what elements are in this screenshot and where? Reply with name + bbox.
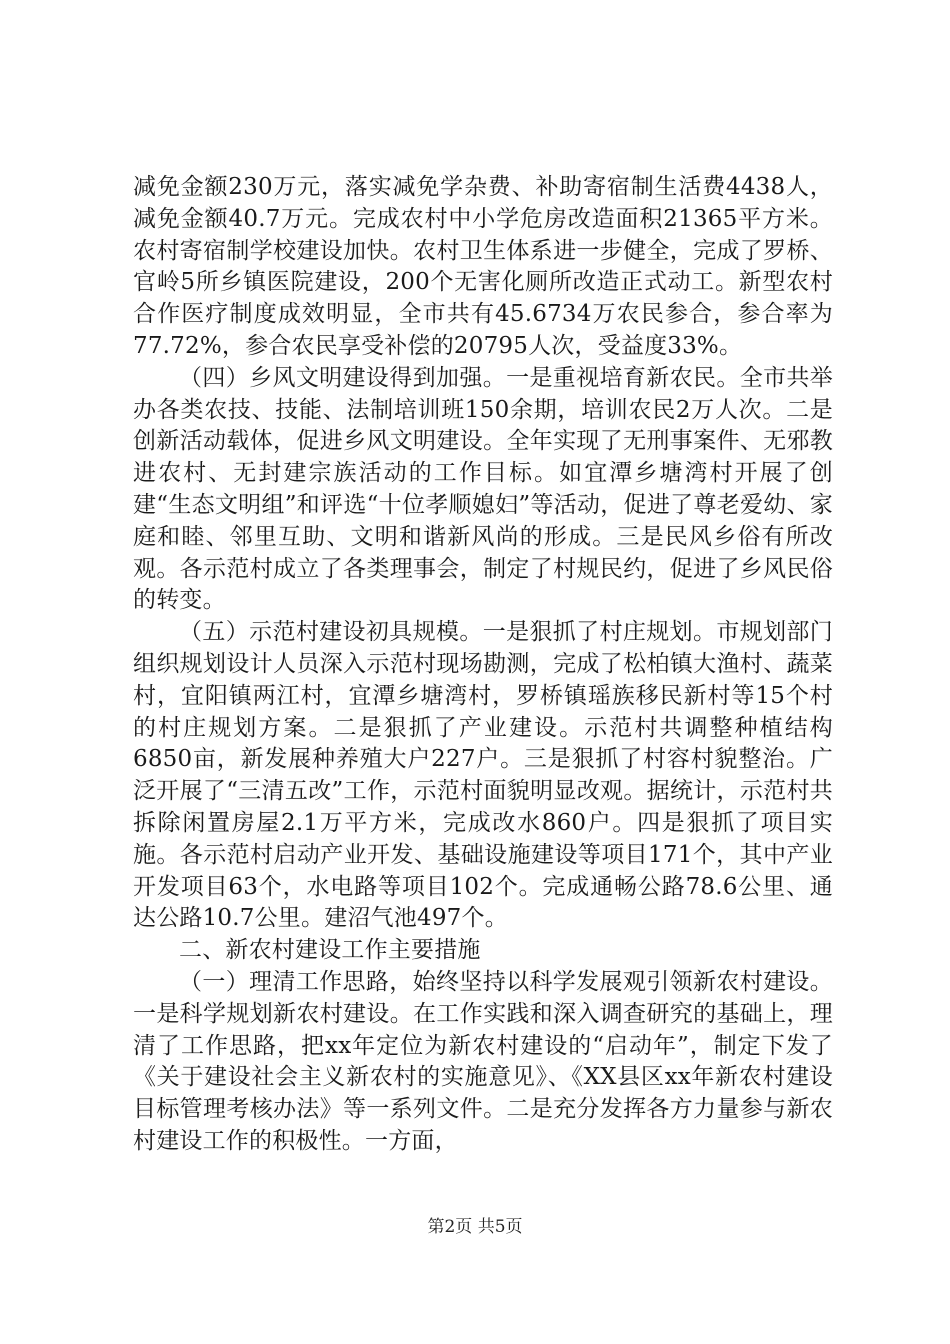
document-body bbox=[133, 172, 833, 1158]
paragraph-continued: 减免金额230万元，落实减免学杂费、补助寄宿制生活费4438人，减免金额40.7万元。完成农村中小学危房改造面积21365平方米。农村寄宿制学校建设加快。农村卫生体系进一步健全，完成了罗桥、官岭5所乡镇医院建设，200个无害化厕所改造正式动工。新型农村合作医疗制度成效明显，全市共有45.6734万农民参合，参合率为77.72%，参合农民享受补偿的20795人次，受益度33%。 bbox=[133, 174, 833, 359]
paragraph-measures-one: （一）理清工作思路，始终坚持以科学发展观引领新农村建设。一是科学规划新农村建设。在工作实践和深入调查研究的基础上，理清了工作思路，把xx年定位为新农村建设的“启动年”，制定下发了《关于建设社会主义新农村的实施意见》、《XX县区xx年新农村建设目标管理考核办法》等一系列文件。二是充分发挥各方力量参与新农村建设工作的积极性。一方面， bbox=[133, 968, 833, 1154]
paragraph-section-five: （五）示范村建设初具规模。一是狠抓了村庄规划。市规划部门组织规划设计人员深入示范村现场勘测，完成了松柏镇大渔村、蔬菜村，宜阳镇两江村，宜潭乡塘湾村，罗桥镇瑶族移民新村等15个村的村庄规划方案。二是狠抓了产业建设。示范村共调整种植结构6850亩，新发展种养殖大户227户。三是狠抓了村容村貌整治。广泛开展了“三清五改”工作，示范村面貌明显改观。据统计，示范村共拆除闲置房屋2.1万平方米，完成改水860户。四是狠抓了项目实施。各示范村启动产业开发、基础设施建设等项目171个，其中产业开发项目63个，水电路等项目102个。完成通畅公路78.6公里、通达公路10.7公里。建沼气池497个。 bbox=[133, 619, 833, 932]
paragraph-section-four: （四）乡风文明建设得到加强。一是重视培育新农民。全市共举办各类农技、技能、法制培训班150余期，培训农民2万人次。二是创新活动载体，促进乡风文明建设。全年实现了无刑事案件、无邪教进农村、无封建宗族活动的工作目标。如宜潭乡塘湾村开展了创建“生态文明组”和评选“十位孝顺媳妇”等活动，促进了尊老爱幼、家庭和睦、邻里互助、文明和谐新风尚的形成。三是民风乡俗有所改观。各示范村成立了各类理事会，制定了村规民约，促进了乡风民俗的转变。 bbox=[133, 364, 833, 614]
section-heading: 二、新农村建设工作主要措施 bbox=[179, 937, 481, 964]
page-number-footer: 第2页 共5页 bbox=[427, 1217, 523, 1237]
